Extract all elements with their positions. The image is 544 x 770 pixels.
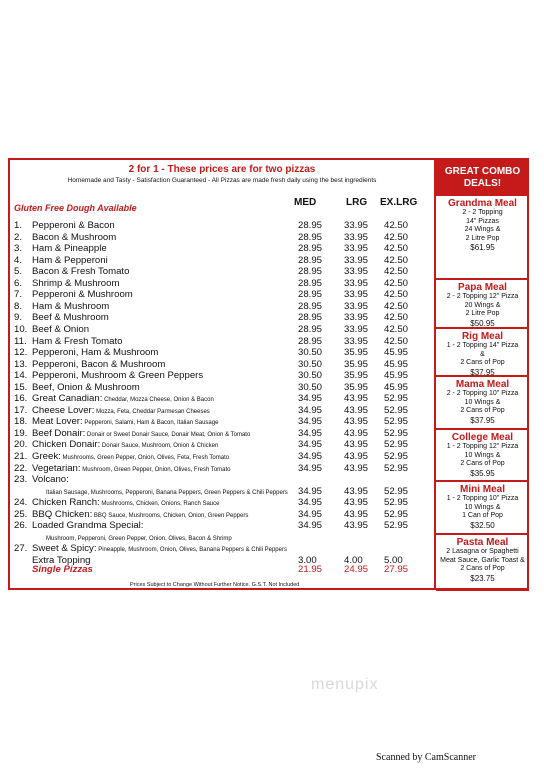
price-lrg: 33.95 (344, 300, 369, 312)
price-exlrg: 42.50 (384, 312, 409, 324)
price-exlrg: 52.95 (384, 416, 409, 428)
item-name: Volcano: (32, 474, 69, 486)
price-med: 34.95 (298, 451, 323, 462)
item-name: Ham & Mushroom (32, 300, 110, 312)
price-exlrg: 52.95 (384, 508, 409, 520)
item-name: Shrimp & Mushroom (32, 277, 120, 289)
item-number: 25. (14, 508, 28, 520)
item-toppings: BBQ Sauce, Mushrooms, Chicken, Onion, Green Peppers (92, 512, 249, 519)
combo-line: 10 Wings & (464, 451, 501, 459)
price-med: 28.95 (298, 335, 323, 347)
price-med: 28.95 (298, 323, 323, 335)
price-exlrg: 42.50 (384, 220, 409, 231)
price-lrg: 33.95 (344, 220, 369, 231)
price-lrg: 43.95 (344, 427, 369, 439)
item-name: Pepperoni & Mushroom (32, 289, 133, 301)
menu-row (14, 370, 434, 382)
col-exlrg: EX.LRG (380, 197, 418, 208)
combo-line: Meat Sauce, Garlic Toast & (440, 556, 525, 564)
price-lrg: 43.95 (344, 416, 369, 428)
price-med: 30.50 (298, 370, 323, 382)
price-med: 30.50 (298, 358, 323, 370)
menu-row (14, 486, 434, 498)
price-med: 28.95 (298, 243, 323, 255)
price-lrg: 33.95 (344, 277, 369, 289)
combo-price: $61.95 (470, 243, 495, 252)
price-exlrg: 42.50 (384, 289, 409, 301)
price-lrg: 43.95 (344, 439, 369, 451)
item-number: 15. (14, 381, 28, 393)
price-med: 34.95 (298, 462, 323, 474)
combo-title: College Meal (451, 432, 514, 443)
item-number: 14. (14, 370, 28, 382)
price-exlrg: 45.95 (384, 381, 409, 393)
menu-row (14, 324, 434, 336)
combo-deal (436, 377, 529, 430)
menu-row (14, 439, 434, 451)
price-lrg: 35.95 (344, 358, 369, 370)
combo-line: 14" Pizzas (466, 217, 499, 225)
menu-row (14, 497, 434, 509)
item-number: 27. (14, 543, 28, 555)
menu-row (14, 543, 434, 555)
item-toppings: Cheddar, Mozza Cheese, Onion & Bacon (102, 397, 214, 404)
price-med: 34.95 (298, 508, 323, 520)
menu-row (14, 405, 434, 417)
price-med: 28.95 (298, 220, 323, 231)
price-lrg: 43.95 (344, 451, 369, 462)
item-name: Greek: Mushrooms, Green Pepper, Onion, Olives, Feta, Fresh Tomato (32, 451, 230, 462)
item-number: 23. (14, 474, 28, 486)
price-med: 34.95 (298, 485, 323, 497)
item-name: Cheese Lover: Mozza, Feta, Cheddar Parmesan Cheeses (32, 404, 210, 416)
combo-price: $35.95 (470, 468, 495, 478)
item-name: Pepperoni, Ham & Mushroom (32, 347, 159, 359)
price-lrg: 43.95 (344, 404, 369, 416)
combo-line: 2 - 2 Topping (462, 209, 503, 216)
price-exlrg: 45.95 (384, 347, 409, 359)
item-number: 18. (14, 416, 28, 428)
price-lrg: 43.95 (344, 485, 369, 497)
price-exlrg: 52.95 (384, 404, 409, 416)
item-number: 11. (14, 335, 27, 347)
price-lrg: 43.95 (344, 497, 369, 509)
combo-deal (436, 329, 529, 377)
item-toppings: Donair Sauce, Mushroom, Onion & Chicken (100, 443, 219, 450)
item-name: Beef, Onion & Mushroom (32, 381, 140, 393)
item-number: 19. (14, 427, 28, 439)
item-toppings: Mushrooms, Chicken, Onions, Ranch Sauce (99, 501, 220, 508)
price-exlrg: 52.95 (384, 393, 409, 405)
single-med: 21.95 (298, 564, 323, 575)
item-toppings: Donair or Sweet Donair Sauce, Donair Meat, Onion & Tomato (85, 431, 251, 438)
price-lrg: 33.95 (344, 289, 369, 301)
combo-title: Pasta Meal (456, 537, 509, 548)
item-name: Chicken Ranch: Mushrooms, Chicken, Onions, Ranch Sauce (32, 497, 220, 509)
combo-deal (436, 535, 529, 591)
item-toppings: Mushroom, Pepperoni, Green Pepper, Onion, Olives, Bacon & Shrimp (46, 535, 232, 542)
pizza-list (10, 160, 434, 588)
item-number: 26. (14, 520, 28, 532)
menu-row (14, 474, 434, 486)
item-name: Ham & Fresh Tomato (32, 335, 123, 347)
menu-row (14, 312, 434, 324)
combo-deal (436, 430, 529, 482)
combo-deal (436, 482, 529, 535)
menu-title: 2 for 1 - These prices are for two pizzas (128, 164, 316, 175)
item-number: 13. (14, 358, 28, 370)
price-exlrg: 45.95 (384, 370, 409, 382)
item-number: 9. (14, 312, 23, 324)
price-lrg: 43.95 (344, 520, 369, 532)
price-exlrg: 52.95 (384, 462, 409, 474)
menu-row (14, 359, 434, 371)
single-lrg: 24.95 (344, 564, 369, 575)
price-lrg: 33.95 (344, 266, 369, 278)
combo-title: Mini Meal (459, 484, 505, 495)
price-exlrg: 42.50 (384, 231, 409, 243)
item-name: Ham & Pepperoni (32, 254, 108, 266)
price-med: 34.95 (298, 497, 323, 509)
price-lrg: 33.95 (344, 323, 369, 335)
item-number: 17. (14, 404, 28, 416)
price-exlrg: 52.95 (384, 485, 409, 497)
item-number: 7. (14, 289, 23, 301)
menu-row (14, 266, 434, 278)
price-exlrg: 52.95 (384, 497, 409, 509)
item-toppings: Italian Sausage, Mushrooms, Pepperoni, Banana Peppers, Green Peppers & Chili Peppers (46, 489, 288, 496)
combo-line: 20 Wings & (464, 301, 501, 309)
item-number: 2. (14, 231, 23, 243)
menu-row (14, 451, 434, 463)
price-med: 28.95 (298, 231, 323, 243)
item-number: 4. (14, 254, 23, 266)
combo-line: 1 - 2 Topping 14" Pizza (446, 342, 519, 349)
menu-row (14, 289, 434, 301)
price-med: 34.95 (298, 393, 323, 405)
price-exlrg: 42.50 (384, 277, 409, 289)
combo-line: 10 Wings & (464, 398, 501, 406)
price-med: 34.95 (298, 416, 323, 428)
item-number: 20. (14, 439, 28, 451)
price-med: 34.95 (298, 427, 323, 439)
item-number: 1. (14, 220, 23, 231)
price-med: 30.50 (298, 381, 323, 393)
price-med: 30.50 (298, 347, 323, 359)
item-toppings: Pepperoni, Salami, Ham & Bacon, Italian Sausage (82, 420, 219, 427)
combo-line: 2 Cans of Pop (460, 359, 505, 366)
menu-sheet (8, 158, 529, 590)
menu-row (14, 232, 434, 244)
item-number: 22. (14, 462, 28, 474)
item-number: 16. (14, 393, 28, 405)
combo-deal (436, 280, 529, 329)
price-lrg: 43.95 (344, 508, 369, 520)
combo-price: $50.95 (470, 318, 495, 328)
price-exlrg: 42.50 (384, 243, 409, 255)
menu-row (14, 428, 434, 440)
combo-line: 10 Wings & (464, 503, 501, 511)
combo-title: Grandma Meal (448, 198, 517, 209)
price-lrg: 33.95 (344, 243, 369, 255)
item-number: 21. (14, 451, 28, 462)
price-exlrg: 52.95 (384, 427, 409, 439)
combo-line: 2 Cans of Pop (460, 460, 505, 467)
item-name: Pepperoni & Bacon (32, 220, 115, 231)
combo-line: 2 - 2 Topping 12" Pizza (446, 293, 519, 300)
item-number: 5. (14, 266, 23, 278)
item-number: 12. (14, 347, 28, 359)
combo-deal (436, 196, 529, 280)
item-number: 3. (14, 243, 23, 255)
col-lrg: LRG (346, 197, 368, 208)
price-lrg: 33.95 (344, 254, 369, 266)
item-name: Chicken Donair: Donair Sauce, Mushroom, Onion & Chicken (32, 439, 219, 451)
item-toppings: Mozza, Feta, Cheddar Parmesan Cheeses (94, 408, 210, 415)
item-name: BBQ Chicken: BBQ Sauce, Mushrooms, Chicken, Onion, Green Peppers (32, 508, 249, 520)
watermark: menupix (311, 676, 379, 693)
combo-line: 2 - 2 Topping 10" Pizza (446, 390, 519, 397)
price-exlrg: 45.95 (384, 358, 409, 370)
menu-row (14, 509, 434, 521)
combo-title: Mama Meal (455, 379, 510, 390)
price-med: 28.95 (298, 266, 323, 278)
single-pizzas-row (14, 564, 434, 576)
menu-row (14, 301, 434, 313)
price-lrg: 43.95 (344, 462, 369, 474)
item-name: Vegetarian: Mushroom, Green Pepper, Onion, Olives, Fresh Tomato (32, 462, 231, 474)
price-lrg: 33.95 (344, 231, 369, 243)
menu-row (14, 532, 434, 544)
menu-row (14, 336, 434, 348)
item-name: Beef Donair: Donair or Sweet Donair Sauce, Donair Meat, Onion & Tomato (32, 427, 251, 439)
price-exlrg: 42.50 (384, 266, 409, 278)
item-toppings: Pineapple, Mushroom, Onion, Olives, Banana Peppers & Chili Peppers (96, 547, 287, 554)
menu-row (14, 393, 434, 405)
combo-line: 1 - 2 Topping 10" Pizza (446, 495, 519, 502)
scanner-credit: Scanned by CamScanner (376, 752, 476, 763)
combo-price: $23.75 (470, 573, 495, 583)
menu-row (14, 347, 434, 359)
combo-title: Papa Meal (458, 282, 507, 293)
single-exlrg: 27.95 (384, 564, 409, 575)
item-name: Bacon & Mushroom (32, 231, 117, 243)
menu-row (14, 416, 434, 428)
price-exlrg: 52.95 (384, 451, 409, 462)
combo-line: 2 Lasagna or Spaghetti (446, 548, 519, 555)
gluten-free-note: Gluten Free Dough Available (14, 203, 137, 213)
price-med: 28.95 (298, 254, 323, 266)
price-note: Prices Subject to Change Without Further Notice. G.S.T. Not Included (130, 582, 300, 588)
price-med: 34.95 (298, 520, 323, 532)
item-name: Beef & Mushroom (32, 312, 109, 324)
combo-price: $37.95 (470, 415, 495, 425)
price-exlrg: 42.50 (384, 323, 409, 335)
combo-line: 1 - 2 Topping 12" Pizza (446, 443, 519, 450)
price-med: 34.95 (298, 404, 323, 416)
price-exlrg: 42.50 (384, 254, 409, 266)
item-name: Pepperoni, Bacon & Mushroom (32, 358, 166, 370)
combo-price: $37.95 (470, 367, 495, 377)
item-name: Extra Topping (32, 554, 91, 566)
menu-row (14, 278, 434, 290)
price-lrg: 43.95 (344, 393, 369, 405)
item-name: Beef & Onion (32, 323, 90, 335)
price-lrg: 35.95 (344, 381, 369, 393)
combo-title: Rig Meal (461, 331, 504, 342)
price-exlrg: 42.50 (384, 300, 409, 312)
menu-row (14, 382, 434, 394)
price-med: 28.95 (298, 312, 323, 324)
item-name: Great Canadian: Cheddar, Mozza Cheese, Onion & Bacon (32, 393, 214, 405)
col-med: MED (294, 197, 317, 208)
price-lrg: 35.95 (344, 370, 369, 382)
menu-row (14, 520, 434, 532)
menu-row (14, 463, 434, 475)
single-label: Single Pizzas (32, 564, 93, 575)
combo-panel (434, 160, 529, 588)
combo-line: & (480, 350, 485, 358)
price-exlrg: 52.95 (384, 439, 409, 451)
combo-line: 2 Litre Pop (465, 234, 500, 242)
item-number: 10. (14, 323, 28, 335)
item-number: 8. (14, 300, 23, 312)
combo-line: 2 Cans of Pop (460, 407, 505, 414)
combo-line: 2 Litre Pop (465, 310, 500, 317)
price-med: 28.95 (298, 277, 323, 289)
price-med: 28.95 (298, 289, 323, 301)
item-name: Ham & Pineapple (32, 243, 107, 255)
menu-subtitle: Homemade and Tasty - Satisfaction Guaranteed - All Pizzas are made fresh daily using the best ingredients (67, 177, 377, 184)
menu-row (14, 220, 434, 232)
combo-line: 24 Wings & (464, 226, 501, 233)
item-toppings: Mushroom, Green Pepper, Onion, Olives, Fresh Tomato (80, 466, 231, 473)
price-lrg: 33.95 (344, 312, 369, 324)
price-lrg: 4.00 (344, 554, 363, 566)
combo-banner: GREAT COMBO DEALS! (436, 160, 529, 196)
price-exlrg: 52.95 (384, 520, 409, 532)
item-name: Meat Lover: Pepperoni, Salami, Ham & Bacon, Italian Sausage (32, 416, 219, 428)
item-name: Pepperoni, Mushroom & Green Peppers (32, 370, 204, 382)
item-name: Sweet & Spicy: Pineapple, Mushroom, Onion, Olives, Banana Peppers & Chili Peppers (32, 543, 287, 555)
item-number: 6. (14, 277, 23, 289)
price-med: 3.00 (298, 554, 317, 566)
price-exlrg: 42.50 (384, 335, 409, 347)
combo-line: 1 Can of Pop (462, 512, 503, 519)
item-name: Bacon & Fresh Tomato (32, 266, 130, 278)
price-med: 34.95 (298, 439, 323, 451)
item-toppings: Mushrooms, Green Pepper, Onion, Olives, Feta, Fresh Tomato (60, 455, 230, 461)
combo-price: $32.50 (470, 520, 495, 530)
price-lrg: 35.95 (344, 347, 369, 359)
item-name: Loaded Grandma Special: (32, 520, 144, 532)
price-med: 28.95 (298, 300, 323, 312)
item-number: 24. (14, 497, 28, 509)
price-exlrg: 5.00 (384, 554, 403, 566)
price-lrg: 33.95 (344, 335, 369, 347)
combo-line: 2 Cans of Pop (460, 565, 505, 572)
menu-row (14, 243, 434, 255)
menu-row (14, 255, 434, 267)
